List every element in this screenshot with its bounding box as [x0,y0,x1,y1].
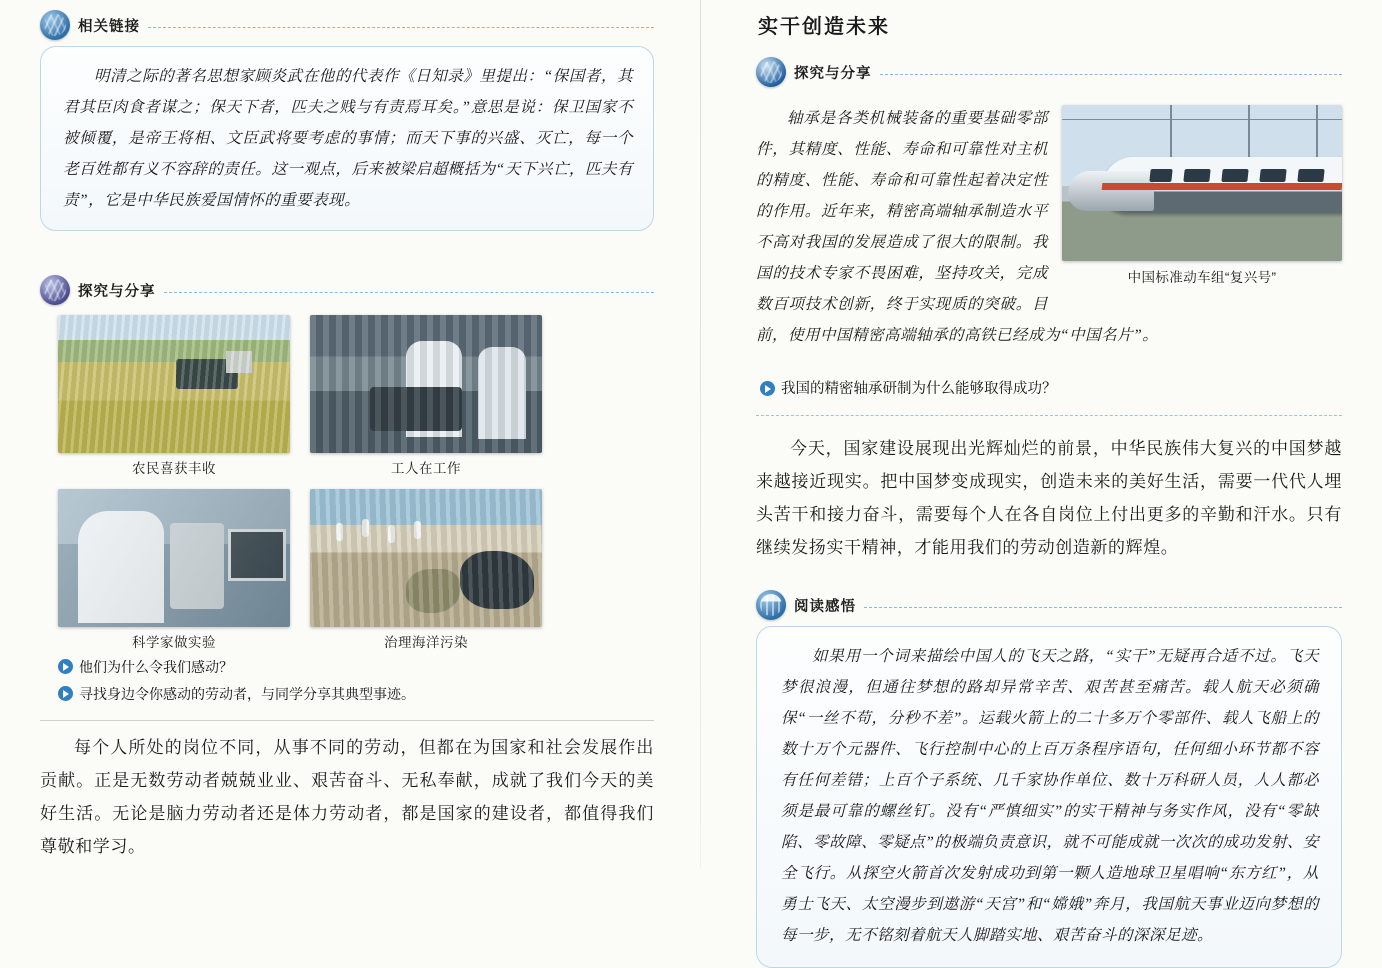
sunrise-badge-icon [756,590,786,620]
dashed-divider [756,415,1342,416]
workers-working-photo [310,315,542,453]
question-item [58,655,654,679]
arrow-icon [58,659,73,674]
right-page [700,0,1382,944]
photo-item [58,315,290,477]
photo-item [310,489,542,651]
reading-header [756,590,1342,620]
explore-share-title: 探究与分享 [794,65,872,82]
photo-item [58,489,290,651]
header-rule [864,607,1342,608]
bearing-text: 轴承是各类机械装备的重要基础零部件，其精度、性能、寿命和可靠性对主机的精度、性能、寿命和可靠性起着决定性的作用。近年来，精密高端轴承制造水平不高对我国的发展造成了很大的限制。我国的技术专家不畏困难，坚持攻关，完成数百项技术创新，终于实现质的突破。目前，使用中国精密高端轴承的高铁已经成为“中国名片”。 [756,109,1159,344]
header-rule [880,74,1343,75]
globe-badge-icon [40,10,70,40]
left-body-paragraph: 每个人所处的岗位不同，从事不同的劳动，但都在为国家和社会发展作出贡献。正是无数劳动者兢兢业业、艰苦奋斗、无私奉献，成就了我们今天的美好生活。无论是脑力劳动者还是体力劳动者，都是国家的建设者，都值得我们尊敬和学习。 [40,738,654,856]
globe-badge-icon [40,275,70,305]
question-list [58,655,654,706]
related-links-header [40,10,654,40]
photo-caption: 中国标准动车组“复兴号” [1127,269,1277,285]
reading-panel [756,626,1342,968]
related-links-title: 相关链接 [78,18,140,35]
arrow-icon [58,686,73,701]
reading-title: 阅读感悟 [794,598,856,615]
reading-text: 如果用一个词来描绘中国人的飞天之路，“实干”无疑再合适不过。飞天梦很浪漫，但通往梦想的路却异常辛苦、艰苦甚至痛苦。载人航天必须确保“一丝不苟，分秒不差”。运载火箭上的二十多万个零部件、载人飞船上的数十万个元器件、飞行控制中心的上百万条程序语句，任何细小环节都不容有任何差错；上百个子系统、几千家协作单位、数十万科研人员，人人都必须是最可靠的螺丝钉。没有“严慎细实”的实干精神与务实作风，没有“零缺陷、零故障、零疑点”的极端负责意识，就不可能成就一次次的成功发射、安全飞行。从探空火箭首次发射成功到第一颗人造地球卫星唱响“东方红”，从勇士飞天、太空漫步到遨游“天宫”和“嫦娥”奔月，我国航天事业迈向梦想的每一步，无不铭刻着航天人脚踏实地、艰苦奋斗的深深足迹。 [781,648,1319,944]
header-rule [148,27,654,28]
photo-caption: 农民喜获丰收 [132,461,216,476]
question-text: 我国的精密轴承研制为什么能够取得成功？ [781,381,1057,397]
right-body-paragraph: 今天，国家建设展现出光辉灿烂的前景，中华民族伟大复兴的中国梦越来越接近现实。把中国梦变成现实，创造未来的美好生活，需要一代代人埋头苦干和接力奋斗，需要每个人在各自岗位上付出更多的辛勤和汗水。只有继续发扬实干精神，才能用我们的劳动创造新的辉煌。 [756,439,1342,557]
fuxing-high-speed-train-photo [1062,105,1342,261]
scientist-experiment-photo [58,489,290,627]
left-page [0,0,700,867]
arrow-icon [760,381,775,396]
header-rule [164,292,655,293]
page-title: 实干创造未来 [758,16,890,38]
photo-caption: 科学家做实验 [132,635,216,650]
question-text: 他们为什么令我们感动？ [79,659,233,675]
farmers-harvest-photo [58,315,290,453]
photo-caption: 治理海洋污染 [384,635,468,650]
explore-share-header [756,57,1342,87]
divider [40,720,654,721]
related-links-text: 明清之际的著名思想家顾炎武在他的代表作《日知录》里提出：“保国者，其君其臣肉食者谋之；保天下者，匹夫之贱与有责焉耳矣。”意思是说：保卫国家不被倾覆，是帝王将相、文臣武将要考虑的事情；而天下事的兴盛、灭亡，每一个老百姓都有义不容辞的责任。这一观点，后来被梁启超概括为“天下兴亡，匹夫有责”，它是中华民族爱国情怀的重要表现。 [63,68,633,209]
question-item [760,377,1342,401]
photo-grid [58,315,654,651]
question-item [58,682,654,706]
explore-share-header [40,275,654,305]
explore-share-title: 探究与分享 [78,283,156,300]
photo-item [310,315,542,477]
ocean-pollution-cleanup-photo [310,489,542,627]
bearing-content-block [756,103,1342,367]
globe-badge-icon [756,57,786,87]
related-links-panel [40,46,654,231]
photo-caption: 工人在工作 [391,461,461,476]
question-text: 寻找身边令你感动的劳动者，与同学分享其典型事迹。 [79,686,415,702]
train-figure [1062,105,1342,286]
